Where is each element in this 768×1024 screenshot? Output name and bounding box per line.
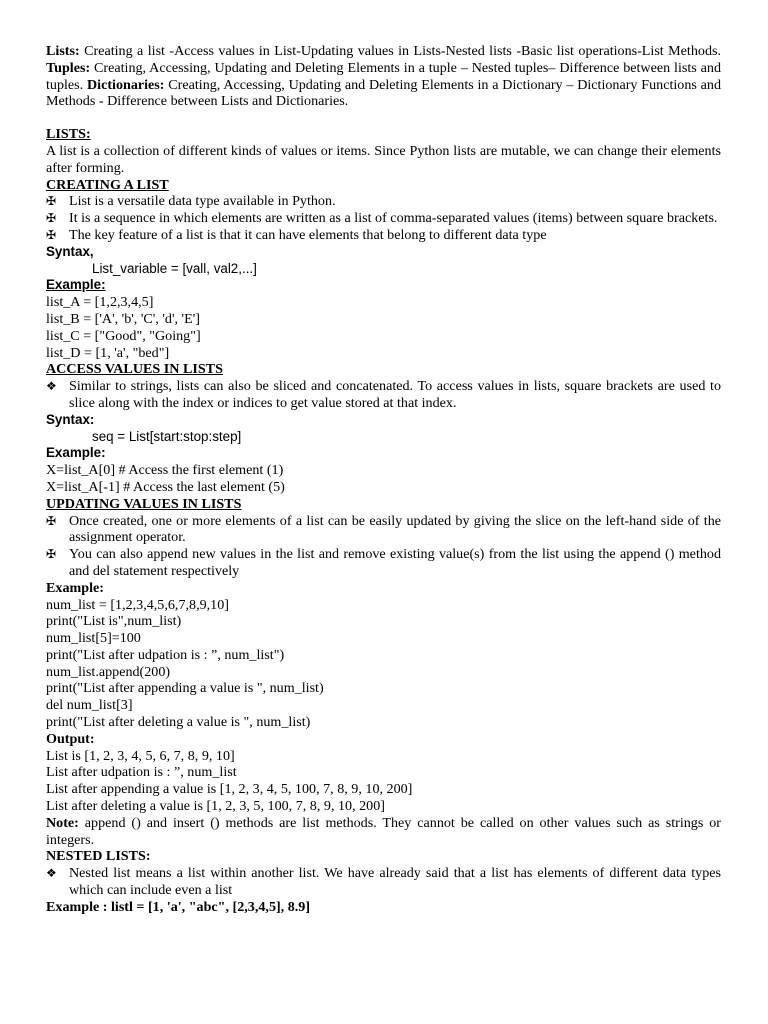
code-line: list_D = [1, 'a', "bed"] <box>46 344 170 361</box>
bullet-text: Nested list means a list within another list. We have already said that a list has elements of different data types which can include even a list <box>69 865 721 899</box>
output-line: List after udpation is : ”, num_list <box>46 764 237 781</box>
example-label: Example: <box>46 277 106 293</box>
note-paragraph <box>46 815 721 849</box>
output-line: List after deleting a value is [1, 2, 3, 5, 100, 7, 8, 9, 10, 200] <box>46 798 385 815</box>
intro-lists-text: Creating a list -Access values in List-Updating values in Lists-Nested lists -Basic list operations-List Methods. <box>79 43 721 59</box>
code-line: X=list_A[0] # Access the first element (1) <box>46 462 284 479</box>
code-line: num_list.append(200) <box>46 663 171 680</box>
bullet-item <box>46 865 721 899</box>
syntax-line: seq = List[start:stop:step] <box>92 428 242 444</box>
syntax-label: Syntax, <box>46 243 94 259</box>
code-line: print("List after deleting a value is ", num_list) <box>46 714 311 731</box>
diamond-bullet-icon: ❖ <box>46 379 57 394</box>
syntax-label: Syntax: <box>46 411 95 427</box>
access-values-heading: ACCESS VALUES IN LISTS <box>46 361 223 378</box>
code-line: list_B = ['A', 'b', 'C', 'd', 'E'] <box>46 310 200 327</box>
bullet-marker-icon: ✠ <box>46 211 57 226</box>
bullet-marker-icon: ✠ <box>46 513 57 528</box>
code-line: print("List after udpation is : ”, num_list") <box>46 646 285 663</box>
intro-paragraph <box>46 43 721 110</box>
intro-lists-label: Lists: <box>46 43 80 59</box>
code-line: list_A = [1,2,3,4,5] <box>46 294 154 311</box>
bullet-marker-icon: ✠ <box>46 547 57 562</box>
syntax-line: List_variable = [vall, val2,...] <box>92 260 257 276</box>
code-line: print("List after appending a value is ", num_list) <box>46 680 324 697</box>
diamond-bullet-icon: ❖ <box>46 866 57 881</box>
nested-lists-heading: NESTED LISTS: <box>46 848 151 865</box>
code-line: num_list[5]=100 <box>46 630 141 647</box>
code-line: list_C = ["Good", "Going"] <box>46 327 201 344</box>
bullet-item <box>46 193 721 210</box>
spacer <box>46 110 721 126</box>
intro-tuples-text: Creating, Accessing, Updating and Deleting Elements in a tuple – Nested tuples– Difference between lists and tuples. <box>46 59 721 93</box>
output-line: List after appending a value is [1, 2, 3, 4, 5, 100, 7, 8, 9, 10, 200] <box>46 781 413 798</box>
nested-example-line: Example : listl = [1, 'a', "abc", [2,3,4,5], 8.9] <box>46 898 311 915</box>
bullet-item <box>46 378 721 412</box>
bullet-text: It is a sequence in which elements are written as a list of comma-separated values (items) between square brackets. <box>69 210 718 227</box>
creating-list-heading: CREATING A LIST <box>46 176 169 193</box>
bullet-item <box>46 210 721 227</box>
lists-definition: A list is a collection of different kinds of values or items. Since Python lists are mutable, we can change their elements after forming. <box>46 142 721 176</box>
bullet-marker-icon: ✠ <box>46 194 57 209</box>
intro-dict-label: Dictionaries: <box>86 76 165 93</box>
bullet-text: You can also append new values in the list and remove existing value(s) from the list using the append () method and del statement respectively <box>69 546 721 579</box>
intro-tuples-label: Tuples: <box>46 59 91 76</box>
intro-dict-text: Creating, Accessing, Updating and Deleting Elements in a Dictionary – Dictionary Functions and Methods - Difference between Lists and Dictionaries. <box>46 76 721 110</box>
output-line: List is [1, 2, 3, 4, 5, 6, 7, 8, 9, 10] <box>46 747 235 764</box>
bullet-item <box>46 546 721 580</box>
bullet-text: Similar to strings, lists can also be sliced and concatenated. To access values in lists, square brackets are used to slice along with the index or indices to get value stored at that index. <box>69 378 721 411</box>
bullet-item <box>46 227 721 244</box>
code-line: print("List is",num_list) <box>46 613 182 630</box>
bullet-marker-icon: ✠ <box>46 227 57 242</box>
example-label: Example: <box>46 579 104 596</box>
output-label: Output: <box>46 730 95 747</box>
note-text: append () and insert () methods are list methods. They cannot be called on other values such as strings or integers. <box>46 814 721 848</box>
code-line: del num_list[3] <box>46 697 133 714</box>
document-page <box>46 43 721 916</box>
updating-values-heading: UPDATING VALUES IN LISTS <box>46 495 242 512</box>
lists-heading: LISTS: <box>46 126 91 143</box>
bullet-text: The key feature of a list is that it can have elements that belong to different data type <box>69 226 547 243</box>
bullet-text: List is a versatile data type available in Python. <box>69 193 336 210</box>
code-line: num_list = [1,2,3,4,5,6,7,8,9,10] <box>46 596 229 613</box>
bullet-text: Once created, one or more elements of a list can be easily updated by giving the slice on the left-hand side of the assignment operator. <box>69 512 721 546</box>
example-label: Example: <box>46 445 106 461</box>
note-label: Note: <box>46 814 79 831</box>
code-line: X=list_A[-1] # Access the last element (5) <box>46 478 285 495</box>
bullet-item <box>46 513 721 547</box>
